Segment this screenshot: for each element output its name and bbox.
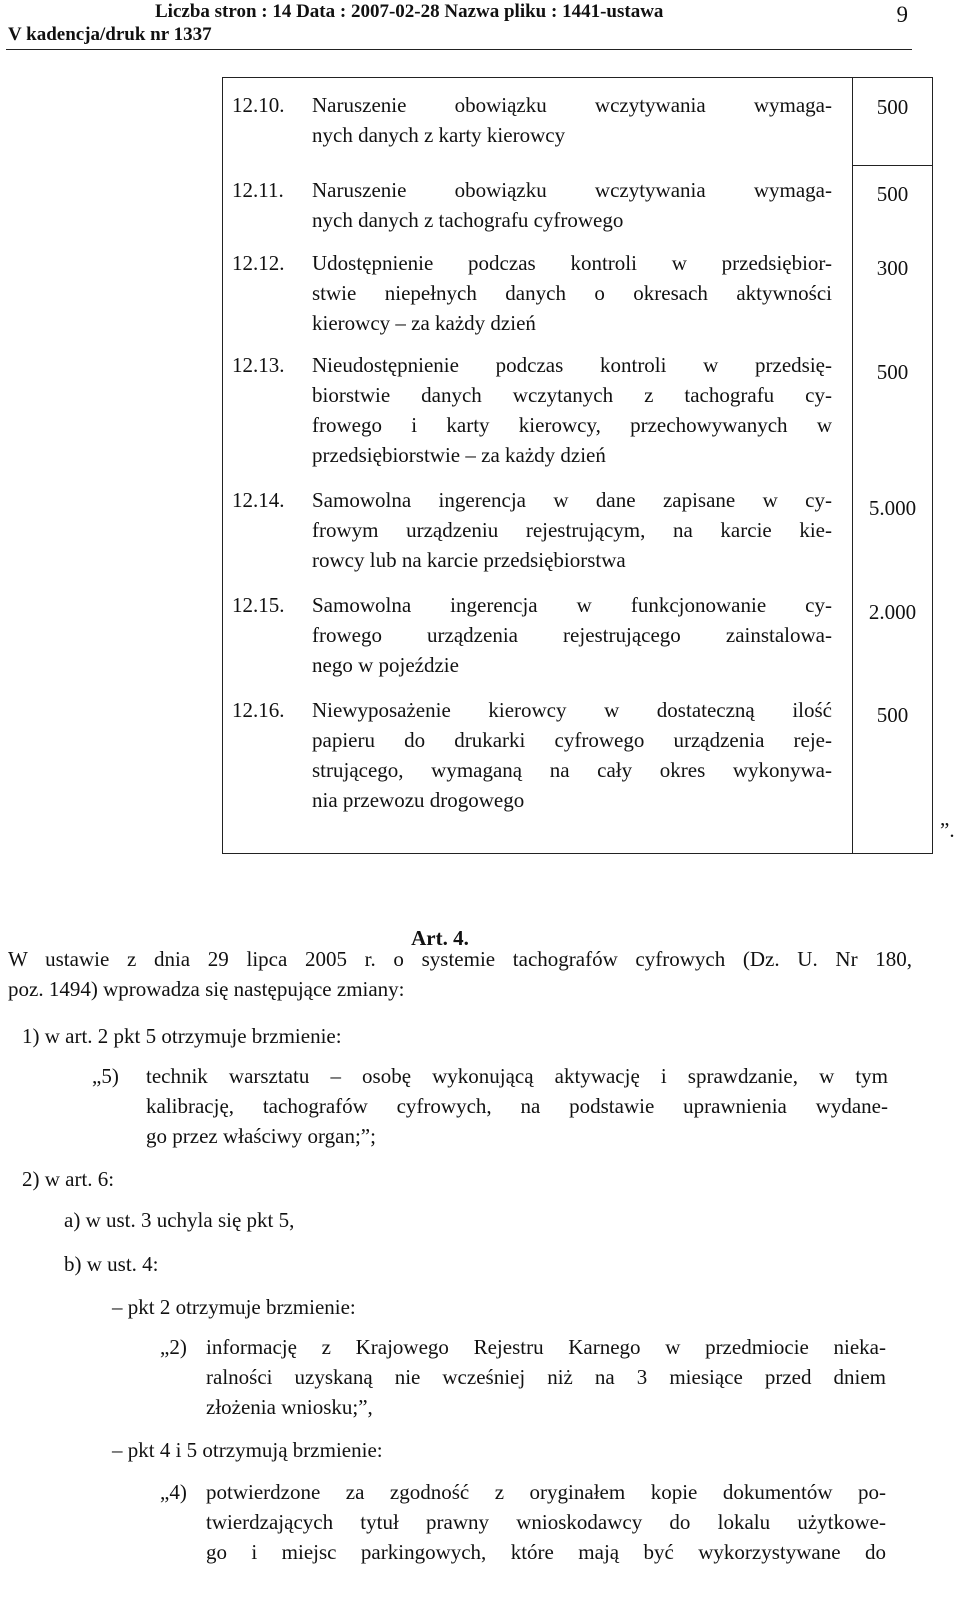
row-amount: 500 bbox=[876, 703, 909, 727]
point-2: 2) w art. 6: bbox=[22, 1167, 115, 1191]
quote-line: ralności uzyskaną nie wcześniej niż na 3 miesiące przed dniem bbox=[206, 1365, 886, 1389]
desc-line: Naruszenie obowiązku wczytywania wymaga- bbox=[312, 93, 832, 117]
article-title: Art. 4. bbox=[411, 926, 469, 950]
quote-line: potwierdzone za zgodność z oryginałem kopie dokumentów po- bbox=[206, 1480, 886, 1504]
document-header-meta: Liczba stron : 14 Data : 2007-02-28 Nazwa pliku : 1441-ustawa bbox=[155, 1, 664, 22]
quote-line: informację z Krajowego Rejestru Karnego w przedmiocie nieka- bbox=[206, 1335, 886, 1359]
row-description bbox=[312, 350, 832, 470]
desc-line: frowego urządzenia rejestrującego zainstalowa- bbox=[312, 623, 832, 647]
quote-line: go i miejsc parkingowych, które mają być wykorzystywane do bbox=[206, 1540, 886, 1564]
desc-line: kierowcy – za każdy dzień bbox=[312, 311, 536, 335]
quote-line: twierdzających tytuł prawny wnioskodawcy do lokalu użytkowe- bbox=[206, 1510, 886, 1534]
row-number: 12.12. bbox=[232, 251, 285, 275]
desc-line: Naruszenie obowiązku wczytywania wymaga- bbox=[312, 178, 832, 202]
row-amount: 2.000 bbox=[868, 600, 917, 624]
desc-line: strującego, wymaganą na cały okres wykonywa- bbox=[312, 758, 832, 782]
desc-line: nego w pojeździe bbox=[312, 653, 459, 677]
row-description bbox=[312, 175, 832, 235]
quote-marker: „5) bbox=[92, 1064, 119, 1088]
row-amount: 5.000 bbox=[868, 496, 917, 520]
row-description bbox=[312, 248, 832, 338]
desc-line: frowym urządzeniu rejestrującym, na karcie kie- bbox=[312, 518, 832, 542]
desc-line: biorstwie danych wczytanych z tachografu cy- bbox=[312, 383, 832, 407]
quote-line: technik warsztatu – osobę wykonującą aktywację i sprawdzanie, w tym bbox=[146, 1064, 888, 1088]
desc-line: rowcy lub na karcie przedsiębiorstwa bbox=[312, 548, 626, 572]
desc-line: nia przewozu drogowego bbox=[312, 788, 525, 812]
quoted-provision bbox=[146, 1061, 888, 1151]
desc-line: nych danych z karty kierowcy bbox=[312, 123, 566, 147]
closing-quote: ”. bbox=[940, 818, 955, 842]
row-amount: 500 bbox=[876, 95, 909, 119]
document-header-druk: V kadencja/druk nr 1337 bbox=[8, 24, 212, 45]
desc-line: Udostępnienie podczas kontroli w przedsiębior- bbox=[312, 251, 832, 275]
desc-line: stwie niepełnych danych o okresach aktywności bbox=[312, 281, 832, 305]
desc-line: nych danych z tachografu cyfrowego bbox=[312, 208, 624, 232]
row-description bbox=[312, 695, 832, 815]
article-intro bbox=[8, 944, 912, 1004]
quote-marker: „4) bbox=[160, 1480, 187, 1504]
row-amount: 300 bbox=[876, 256, 909, 280]
dash-item-1: – pkt 2 otrzymuje brzmienie: bbox=[112, 1295, 356, 1319]
row-description bbox=[312, 590, 832, 680]
row-description bbox=[312, 90, 832, 150]
desc-line: papieru do drukarki cyfrowego urządzenia reje- bbox=[312, 728, 832, 752]
dash-item-2: – pkt 4 i 5 otrzymują brzmienie: bbox=[112, 1438, 383, 1462]
desc-line: przedsiębiorstwie – za każdy dzień bbox=[312, 443, 606, 467]
desc-line: frowego i karty kierowcy, przechowywanych w bbox=[312, 413, 832, 437]
desc-line: Samowolna ingerencja w dane zapisane w cy- bbox=[312, 488, 832, 512]
quote-line: złożenia wniosku;”, bbox=[206, 1395, 373, 1419]
point-2b: b) w ust. 4: bbox=[64, 1252, 159, 1276]
row-number: 12.11. bbox=[232, 178, 284, 202]
quoted-provision bbox=[206, 1477, 886, 1567]
quote-line: go przez właściwy organ;”; bbox=[146, 1124, 376, 1148]
intro-line: W ustawie z dnia 29 lipca 2005 r. o systemie tachografów cyfrowych (Dz. U. Nr 180, bbox=[8, 947, 912, 971]
page-number: 9 bbox=[896, 2, 908, 27]
header-rule bbox=[6, 49, 912, 50]
row-description bbox=[312, 485, 832, 575]
row-amount: 500 bbox=[876, 182, 909, 206]
desc-line: Samowolna ingerencja w funkcjonowanie cy- bbox=[312, 593, 832, 617]
row-number: 12.14. bbox=[232, 488, 285, 512]
quote-line: kalibrację, tachografów cyfrowych, na podstawie uprawnienia wydane- bbox=[146, 1094, 888, 1118]
point-2a: a) w ust. 3 uchyla się pkt 5, bbox=[64, 1208, 295, 1232]
intro-line: poz. 1494) wprowadza się następujące zmiany: bbox=[8, 977, 405, 1001]
row-number: 12.13. bbox=[232, 353, 285, 377]
row-amount: 500 bbox=[876, 360, 909, 384]
point-1: 1) w art. 2 pkt 5 otrzymuje brzmienie: bbox=[22, 1024, 342, 1048]
quoted-provision bbox=[206, 1332, 886, 1422]
row-number: 12.15. bbox=[232, 593, 285, 617]
desc-line: Niewyposażenie kierowcy w dostateczną ilość bbox=[312, 698, 832, 722]
table-row-divider bbox=[852, 165, 933, 166]
row-number: 12.10. bbox=[232, 93, 285, 117]
desc-line: Nieudostępnienie podczas kontroli w przedsię- bbox=[312, 353, 832, 377]
row-number: 12.16. bbox=[232, 698, 285, 722]
quote-marker: „2) bbox=[160, 1335, 187, 1359]
